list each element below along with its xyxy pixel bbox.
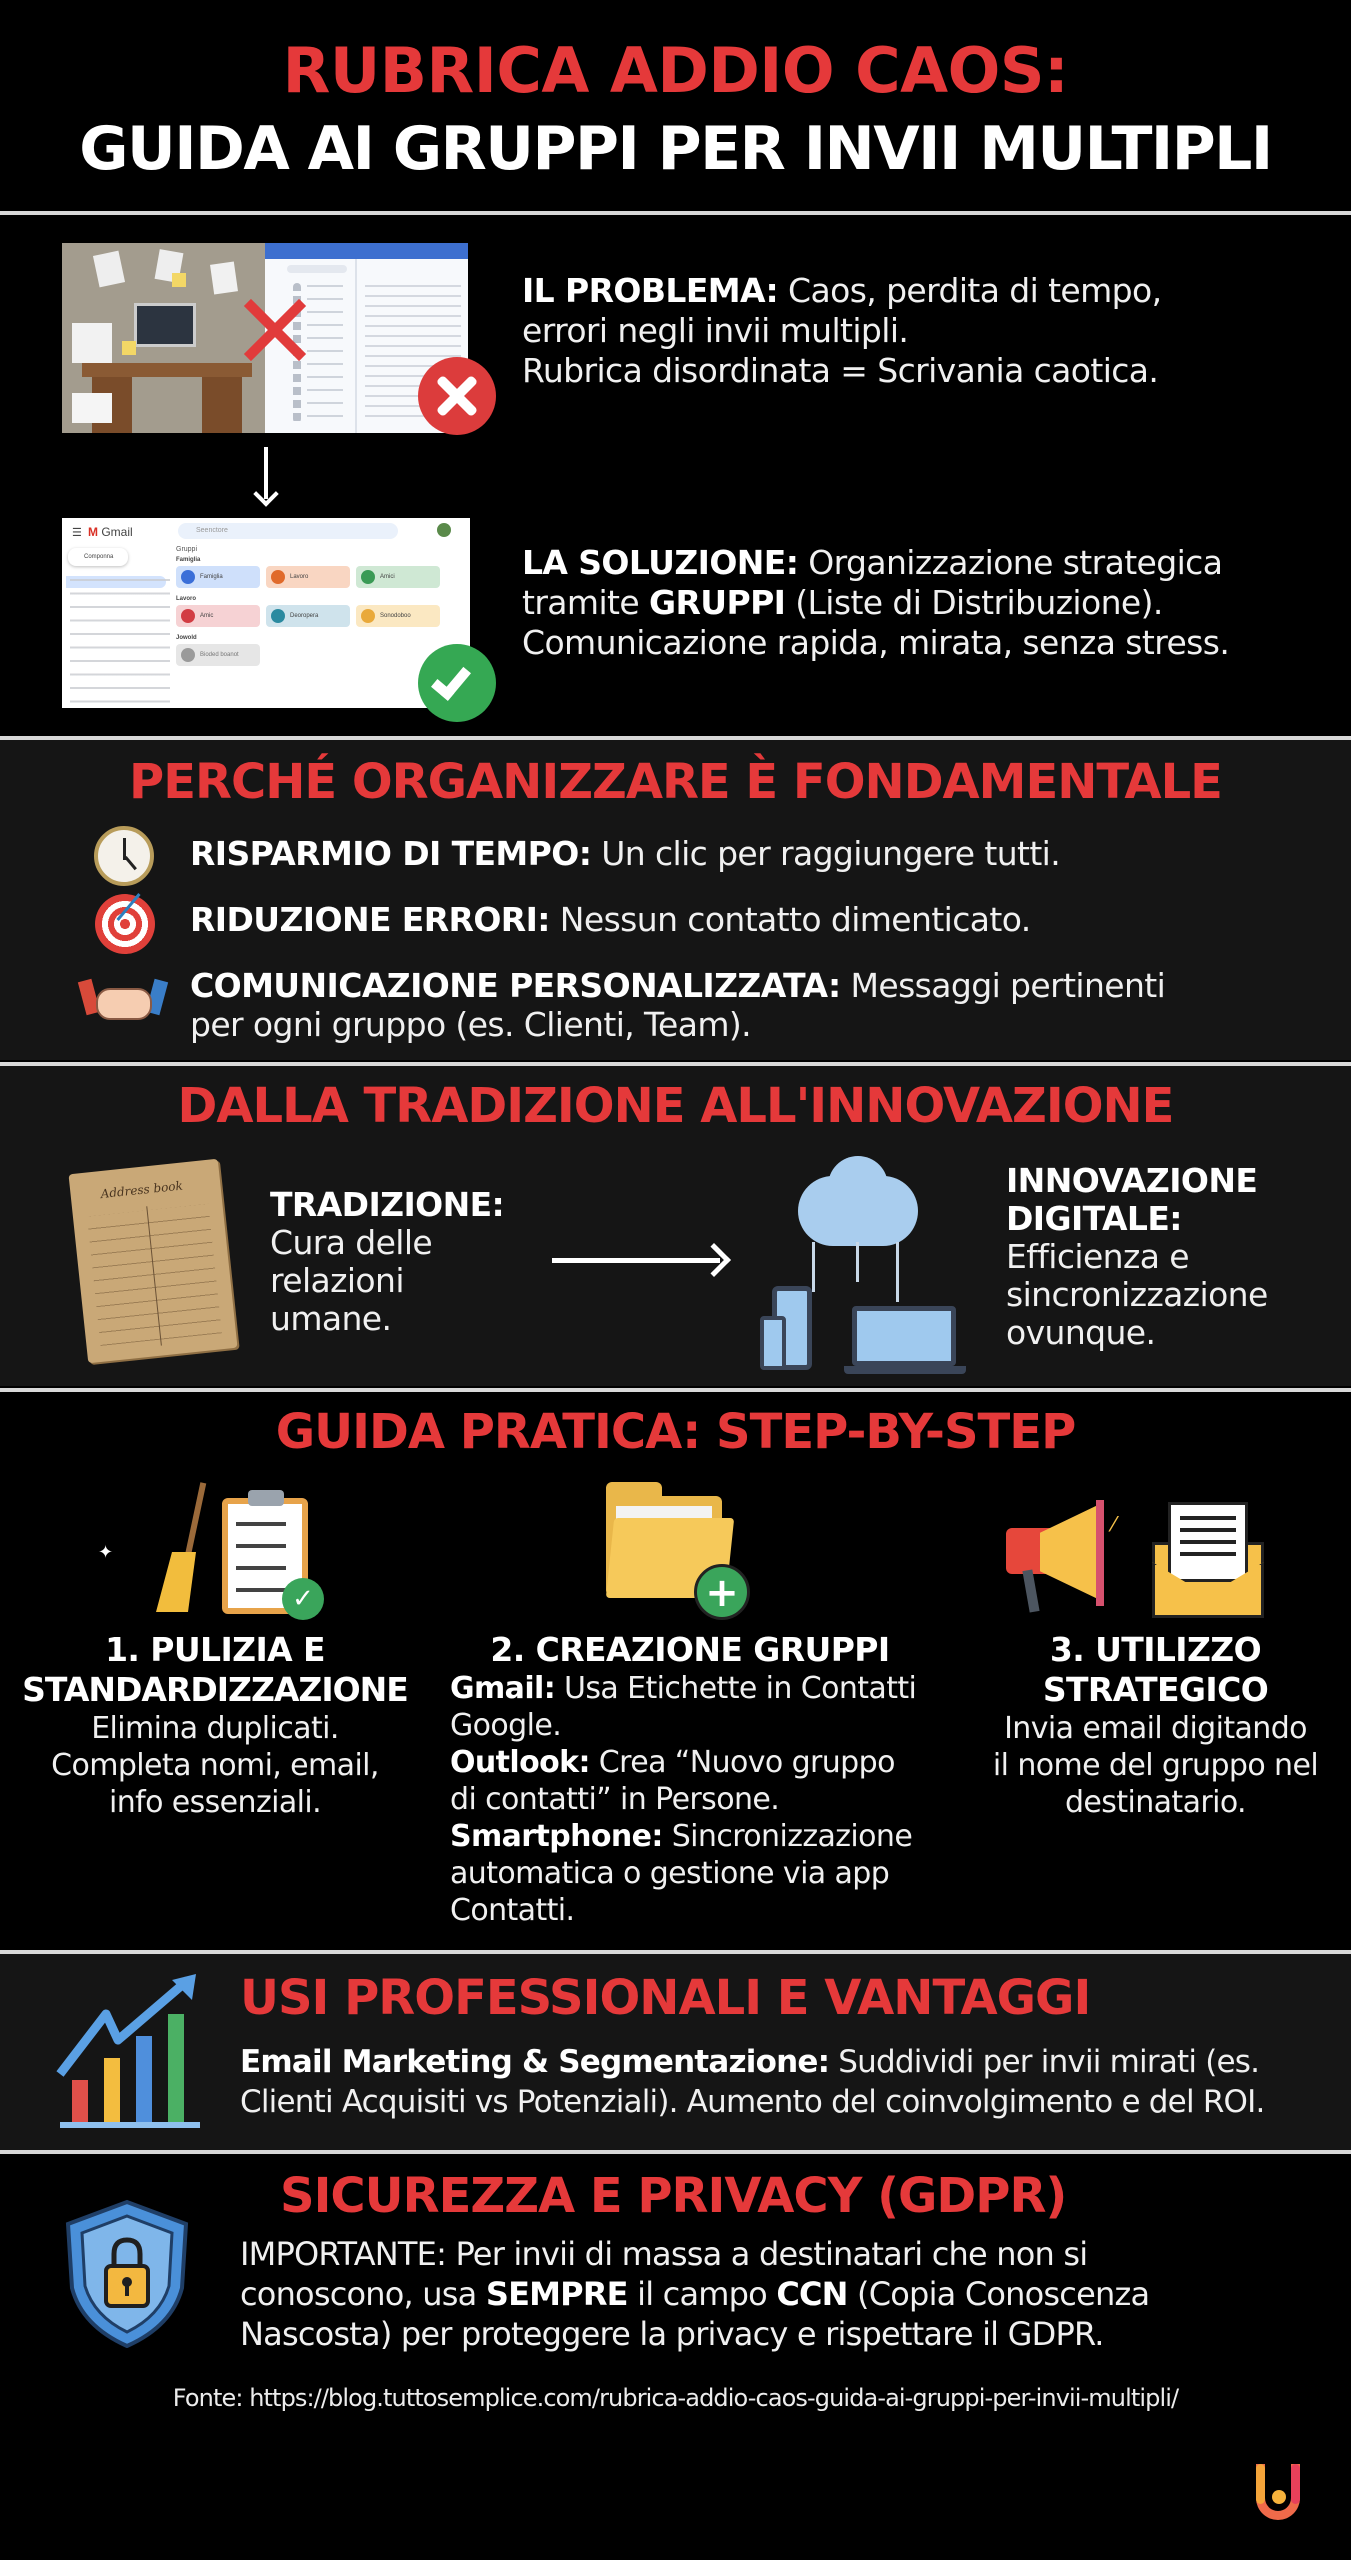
tradition-label: TRADIZIONE: [270, 1185, 505, 1224]
footer [0, 2360, 1351, 2560]
arrow-down-icon [256, 447, 276, 507]
problem-text: IL PROBLEMA: Caos, perdita di tempo, errori negli invii multipli. Rubrica disordinata = Scrivania caotica. [522, 271, 1162, 390]
address-book-icon: Address book [60, 1166, 240, 1366]
solution-text: LA SOLUZIONE: Organizzazione strategica tramite GRUPPI (Liste di Distribuzione). Comunicazione rapida, mirata, senza stress. [522, 543, 1230, 662]
growth-chart-icon [56, 1974, 206, 2134]
megaphone-envelope-icon: ⁄ [996, 1482, 1276, 1622]
step-1: 1. PULIZIA E STANDARDIZZAZIONE Elimina duplicati. Completa nomi, email, info essenziali. [22, 1630, 408, 1820]
gmail-groups-mockup: ☰ M Gmail Seenctore Componna Gruppi Famiglia Famiglia Lavoro Amici Lavoro Amic Deoropera Sonodoboo Jowold Bioded boanot [62, 518, 470, 708]
broom-checklist-icon: ✦ ✓ [96, 1482, 336, 1622]
gmail-compose: Componna [68, 548, 128, 566]
why-item-time: RISPARMIO DI TEMPO: Un clic per raggiungere tutti. [190, 834, 1061, 873]
tuttosemplice-logo-icon [1252, 2464, 1312, 2528]
tradition-text: TRADIZIONE: Cura delle relazioni umane. [270, 1185, 505, 1338]
page-title-line1: RUBRICA ADDIO CAOS: [282, 34, 1069, 107]
gmail-logo: M Gmail [88, 525, 133, 539]
green-check-icon [418, 644, 496, 722]
gmail-search: Seenctore [178, 523, 398, 539]
messy-desk-illustration [62, 243, 265, 433]
why-item-errors: RIDUZIONE ERRORI: Nessun contatto dimenticato. [190, 900, 1031, 939]
handshake-icon [82, 972, 166, 1028]
privacy-text: IMPORTANTE: Per invii di massa a destinatari che non si conoscono, usa SEMPRE il campo CCN (Copia Conoscenza Nascosta) per proteggere la privacy e rispettare il GDPR. [240, 2235, 1150, 2353]
red-cross-mark [240, 295, 310, 365]
why-item-communication: COMUNICAZIONE PERSONALIZZATA: Messaggi pertinenti per ogni gruppo (es. Clienti, Team). [190, 966, 1166, 1044]
arrow-right-icon [552, 1244, 732, 1278]
tradition-section [0, 1066, 1351, 1386]
why-section [0, 740, 1351, 1060]
pro-section [0, 1954, 1351, 2150]
cloud-devices-icon [760, 1156, 980, 1376]
pro-heading: USI PROFESSIONALI E VANTAGGI [240, 1970, 1091, 2026]
header [0, 0, 1351, 210]
tradition-heading: DALLA TRADIZIONE ALL'INNOVAZIONE [177, 1078, 1174, 1134]
intro-section [0, 215, 1351, 735]
guide-heading: GUIDA PRATICA: STEP-BY-STEP [275, 1404, 1076, 1460]
innovation-text: INNOVAZIONE DIGITALE: Efficienza e sincronizzazione ovunque. [1006, 1161, 1268, 1352]
step-2: 2. CREAZIONE GRUPPI Gmail: Usa Etichette in Contatti Google. Outlook: Crea “Nuovo gruppo di contatti” in Persone. Smartphone: Sincronizzazione automatica o gestione via app Contatti. [450, 1630, 917, 1928]
problem-image [62, 243, 468, 433]
guide-section [0, 1392, 1351, 1947]
privacy-section [0, 2154, 1351, 2354]
privacy-heading: SICUREZZA E PRIVACY (GDPR) [280, 2168, 1067, 2224]
clock-icon [94, 826, 154, 886]
shield-lock-icon [62, 2198, 192, 2348]
why-heading: PERCHÉ ORGANIZZARE È FONDAMENTALE [129, 754, 1222, 810]
source-link[interactable]: Fonte: https://blog.tuttosemplice.com/rubrica-addio-caos-guida-ai-gruppi-per-invii-multipli/ [172, 2384, 1179, 2412]
folder-add-icon: + [600, 1482, 760, 1622]
page-title-line2: GUIDA AI GRUPPI PER INVII MULTIPLI [79, 114, 1272, 184]
step-3: 3. UTILIZZO STRATEGICO Invia email digitando il nome del gruppo nel destinatario. [992, 1630, 1319, 1820]
target-icon [95, 894, 155, 954]
problem-label: IL PROBLEMA: [522, 271, 779, 310]
pro-text: Email Marketing & Segmentazione: Suddividi per invii mirati (es. Clienti Acquisiti vs Potenziali). Aumento del coinvolgimento e del ROI. [240, 2044, 1265, 2120]
solution-label: LA SOLUZIONE: [522, 543, 799, 582]
red-x-icon [418, 357, 496, 435]
